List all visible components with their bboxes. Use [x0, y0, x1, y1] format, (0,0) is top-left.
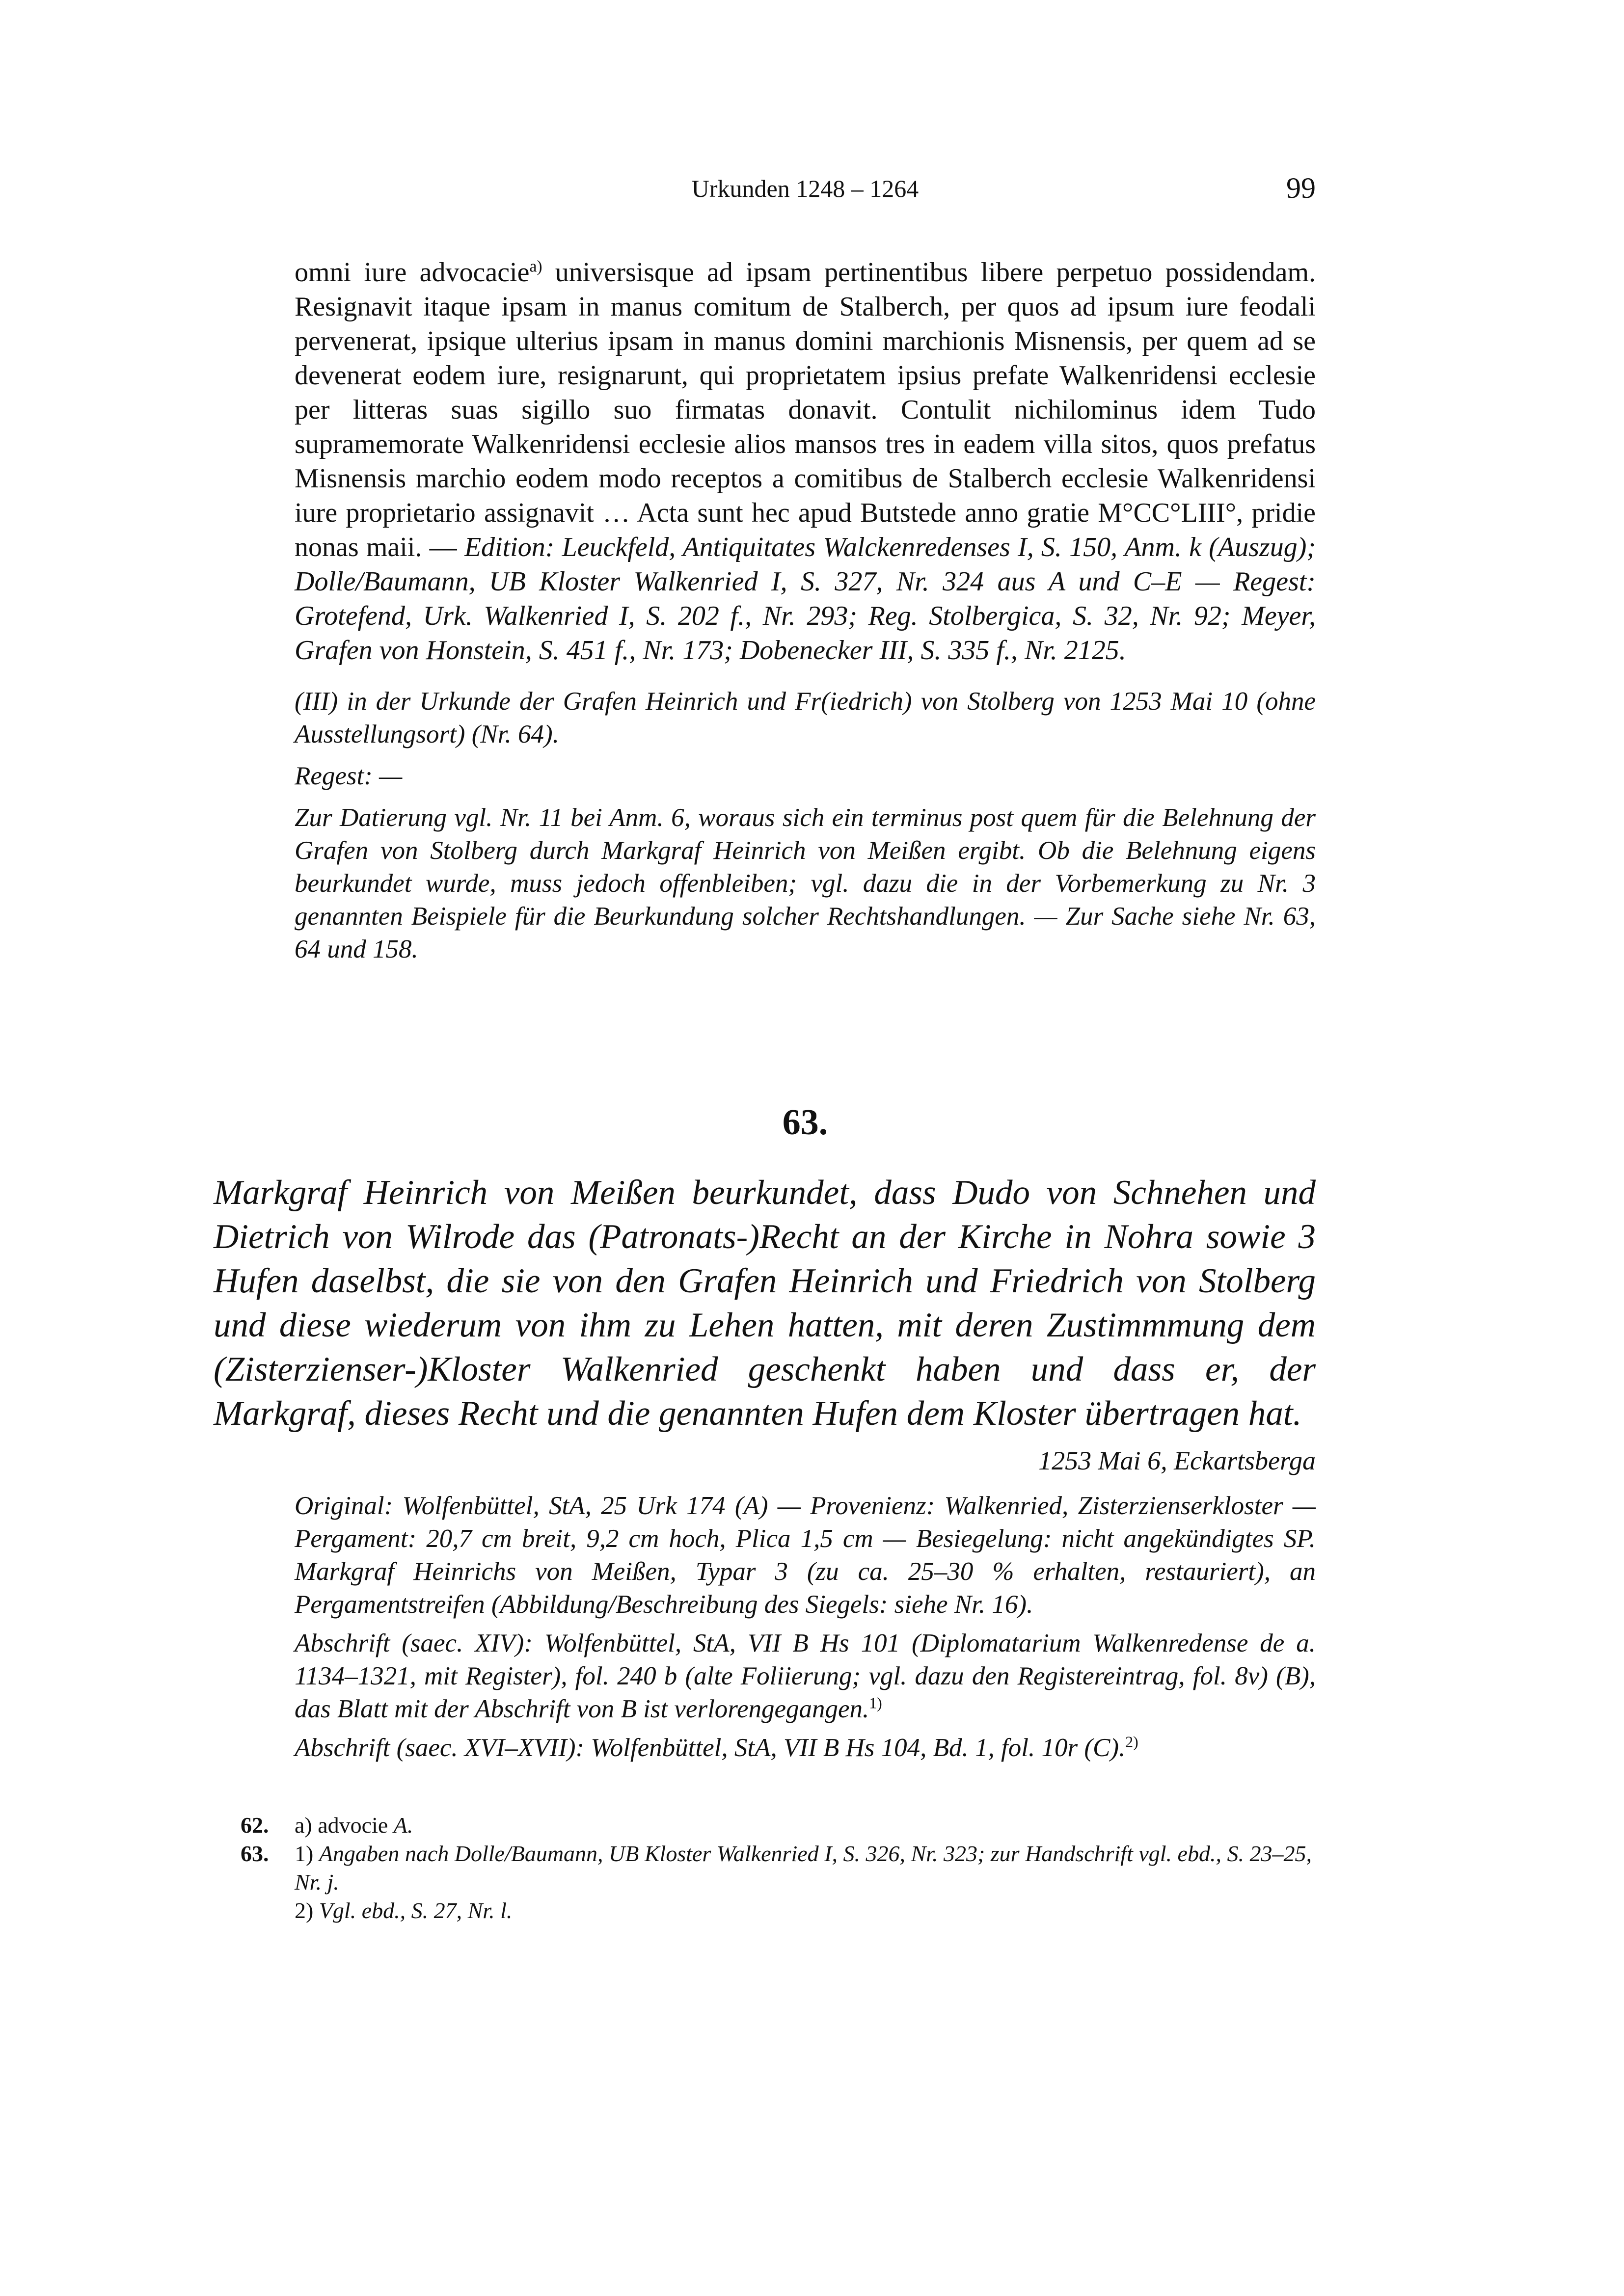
copy-c-text: Abschrift (saec. XVI–XVII): Wolfenbüttel, StA, VII B Hs 104, Bd. 1, fol. 10r (C). [295, 1734, 1126, 1762]
footnote-text [313, 1841, 319, 1866]
latin-text-start: omni iure advocacie [295, 257, 530, 288]
footnote-group-63 [241, 1840, 1316, 1925]
footnote-mark: 2) [295, 1898, 314, 1923]
footnote-italic: Angaben nach Dolle/Baumann, UB Kloster Walkenried I, S. 326, Nr. 323; zur Handschrift vgl. ebd., S. 23–25, Nr. j. [295, 1841, 1312, 1895]
footnote-line [295, 1840, 1316, 1896]
footnote-body [295, 1840, 1316, 1925]
page-number: 99 [1286, 172, 1316, 204]
original-description: Original: Wolfenbüttel, StA, 25 Urk 174 (A) — Provenienz: Walkenried, Zisterzienserkloster — Pergament: 20,7 cm breit, 9,2 cm hoch, Plica 1,5 cm — Besiegelung: nicht angekündigtes SP. Markgraf Heinrichs von Meißen, Typar 3 (zu ca. 25–30 % erhalten, restauriert), an Pergamentstreifen (Abbildung/Beschreibung des Siegels: siehe Nr. 16). [295, 1492, 1316, 1619]
footnote-line [295, 1896, 1316, 1925]
continuation-section [295, 255, 1316, 966]
footnote-italic: A. [393, 1813, 413, 1838]
running-title: Urkunden 1248 – 1264 [691, 175, 919, 202]
document-number: 63. [782, 1102, 828, 1143]
edition-references: Edition: Leuckfeld, Antiquitates Walckenredenses I, S. 150, Anm. k (Auszug); Dolle/Baumann, UB Kloster Walkenried I, S. 327, Nr. 324 aus A und C–E — Regest: Grotefend, Urk. Walkenried I, S. 202 f., Nr. 293; Reg. Stolbergica, S. 32, Nr. 92; Meyer, Grafen von Honstein, S. 451 f., Nr. 173; Dobenecker III, S. 335 f., Nr. 2125. [295, 532, 1316, 666]
latin-text-continuation [295, 255, 1316, 667]
latin-text-main: universisque ad ipsam pertinentibus libere perpetuo possidendam. Resignavit itaque ipsam in manus comitum de Stalberch, per quos ad ipsum iure feodali pervenerat, ipsique ulterius ipsam in manus domini marchionis Misnensis, per quem ad se devenerat eodem iure, resignarunt, qui proprietatem ipsius prefate Walkenridensi ecclesie per litteras suas sigillo suo firmatas donavit. Contulit nichilominus idem Tudo supramemorate Walkenridensi ecclesie alios mansos tres in eadem villa sitos, quos prefatus Misnensis marchio eodem modo receptos a comitibus de Stalberch ecclesie Walkenridensi iure proprietario assignavit … Acta sunt hec apud Butstede anno gratie M°CC°LIII°, pridie nonas maii. — [295, 257, 1316, 562]
footnote-mark-2: 2) [1125, 1733, 1138, 1751]
source-tradition [295, 1490, 1316, 1770]
footnote-line [295, 1811, 1316, 1840]
footnote-italic: Vgl. ebd., S. 27, Nr. l. [319, 1898, 513, 1923]
document-regest: Markgraf Heinrich von Meißen beurkundet, dass Dudo von Schnehen und Dietrich von Wilrode das (Patronats-)Recht an der Kirche in Nohra sowie 3 Hufen daselbst, die sie von den Grafen Heinrich und Friedrich von Stolberg und diese wiederum von ihm zu Lehen hatten, mit deren Zustimmmung dem (Zisterzienser-)Kloster Walkenried geschenkt haben und dass er, der Markgraf, dieses Recht und die genannten Hufen dem Kloster übertragen hat. [214, 1174, 1316, 1433]
footnote-text [313, 1898, 319, 1923]
copy-c-description [295, 1732, 1316, 1764]
copy-b-text: Abschrift (saec. XIV): Wolfenbüttel, StA, VII B Hs 101 (Diplomatarium Walkenredense de a. 1134–1321, mit Register), fol. 240 b (alte Foliierung; vgl. dazu den Registereintrag, fol. 8v) (B), das Blatt mit der Abschrift von B ist verlorengegangen. [295, 1629, 1316, 1723]
note-item-iii: (III) in der Urkunde der Grafen Heinrich und Fr(iedrich) von Stolberg von 1253 Mai 10 (ohne Ausstellungsort) (Nr. 64). [295, 687, 1316, 748]
footnote-text: advocie [312, 1813, 394, 1838]
footnote-mark-1: 1) [869, 1694, 882, 1712]
footnote-group-number: 62. [241, 1813, 269, 1838]
footnote-body [295, 1811, 1316, 1840]
footnote-group-62 [241, 1811, 1316, 1840]
copy-b-description [295, 1627, 1316, 1726]
date-place: 1253 Mai 6, Eckartsberga [1038, 1446, 1316, 1475]
running-header [295, 174, 1316, 209]
dating-note: Zur Datierung vgl. Nr. 11 bei Anm. 6, woraus sich ein terminus post quem für die Belehnung der Grafen von Stolberg durch Markgraf Heinrich von Meißen ergibt. Ob die Belehnung eigens beurkundet wurde, muss jedoch offenbleiben; vgl. dazu die in der Vorbemerkung zu Nr. 3 genannten Beispiele für die Beurkundung solcher Rechtshandlungen. — Zur Sache siehe Nr. 63, 64 und 158. [295, 803, 1316, 963]
footnote-mark: a) [295, 1813, 312, 1838]
footnotes [241, 1811, 1316, 1925]
regest-label: Regest: — [295, 762, 403, 790]
footnote-mark-a: a) [529, 257, 542, 276]
footnote-group-number: 63. [241, 1841, 269, 1866]
footnote-mark: 1) [295, 1841, 314, 1866]
